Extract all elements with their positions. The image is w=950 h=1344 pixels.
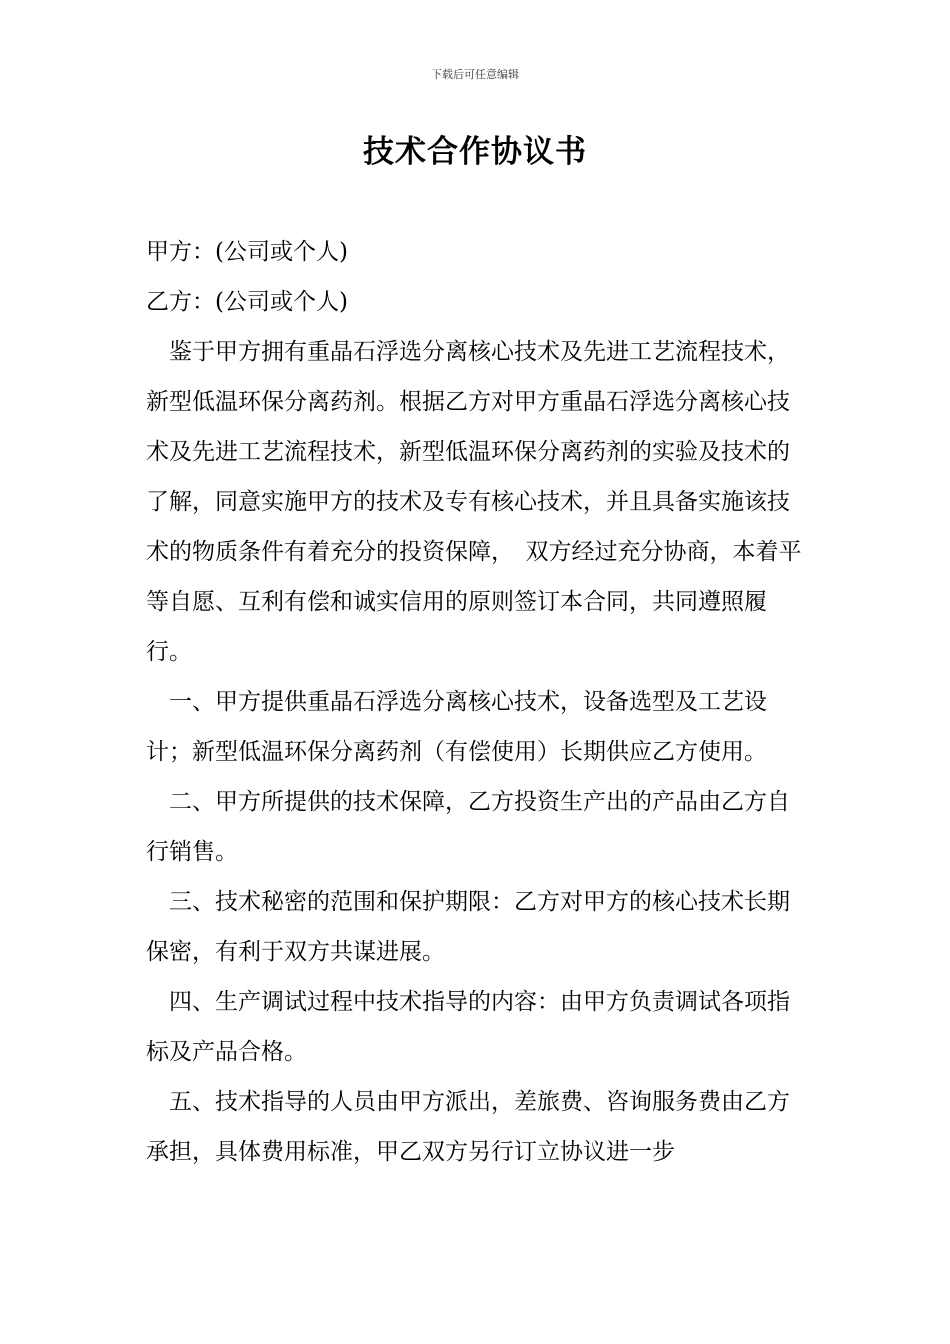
party-b-line: 乙方：(公司或个人) xyxy=(146,289,348,315)
document-body xyxy=(146,227,808,1177)
document-title: 技术合作协议书 xyxy=(363,134,587,170)
clause-5-paragraph: 五、技术指导的人员由甲方派出，差旅费、咨询服务费由乙方承担，具体费用标准，甲乙双方另行订立协议进一步 xyxy=(146,1089,790,1165)
clause-3-paragraph: 三、技术秘密的范围和保护期限：乙方对甲方的核心技术长期保密，有利于双方共谋进展。 xyxy=(146,889,790,965)
clause-4-paragraph: 四、生产调试过程中技术指导的内容：由甲方负责调试各项指标及产品合格。 xyxy=(146,989,790,1065)
clause-2-paragraph: 二、甲方所提供的技术保障，乙方投资生产出的产品由乙方自行销售。 xyxy=(146,789,790,865)
header-note: 下载后可任意编辑 xyxy=(431,68,519,81)
preamble-paragraph: 鉴于甲方拥有重晶石浮选分离核心技术及先进工艺流程技术，新型低温环保分离药剂。根据乙方对甲方重晶石浮选分离核心技术及先进工艺流程技术，新型低温环保分离药剂的实验及技术的了解，同意实施甲方的技术及专有核心技术，并且具备实施该技术的物质条件有着充分的投资保障， 双方经过充分协商，本着平等自愿、互利有偿和诚实信用的原则签订本合同，共同遵照履行。 xyxy=(146,339,802,665)
clause-1-paragraph: 一、甲方提供重晶石浮选分离核心技术，设备选型及工艺设计；新型低温环保分离药剂（有偿使用）长期供应乙方使用。 xyxy=(146,689,767,765)
party-a-line: 甲方：(公司或个人) xyxy=(146,239,348,265)
